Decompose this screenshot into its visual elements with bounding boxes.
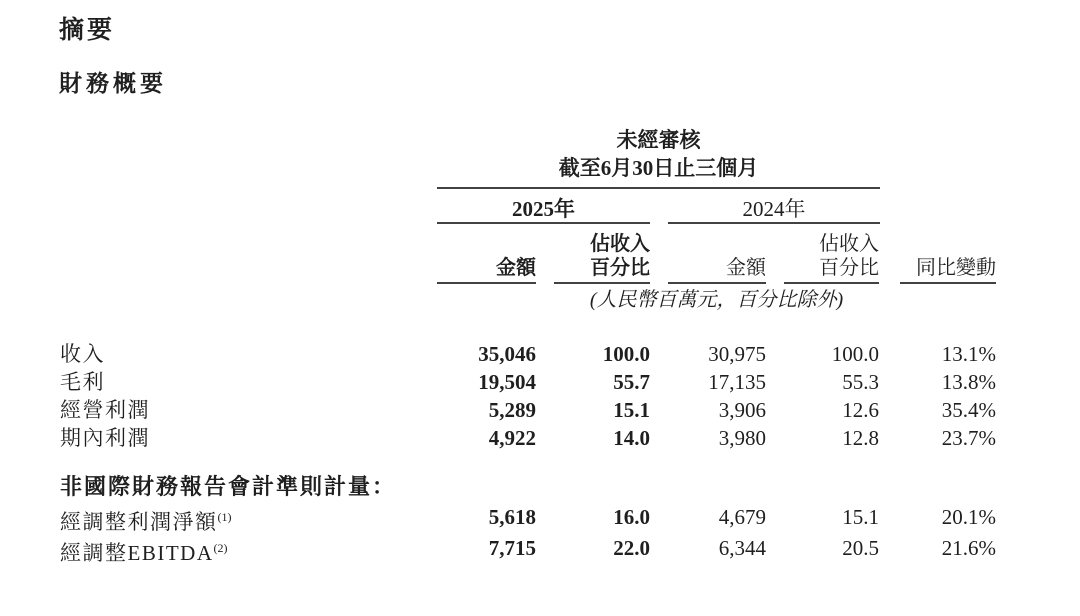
col-header-2024-pct-line1: 佔收入	[819, 233, 879, 255]
row-label: 經營利潤	[60, 398, 150, 422]
column-group-2024: 2024年	[742, 197, 806, 221]
row-label-text: 經調整EBITDA	[60, 541, 214, 565]
table-row-operating-profit	[0, 396, 1080, 424]
col-header-2025-pct-line1: 佔收入	[590, 233, 650, 255]
rule-under-2024	[668, 222, 880, 224]
cell-2024-pct: 20.5	[842, 536, 879, 560]
cell-2024-amount: 4,679	[718, 505, 766, 529]
cell-yoy: 20.1%	[941, 505, 996, 529]
cell-2025-amount: 5,289	[488, 398, 536, 422]
row-label-text: 經調整利潤淨額	[60, 510, 218, 534]
table-row-adjusted-net-profit	[0, 503, 1080, 534]
rule-under-2025	[437, 222, 650, 224]
cell-2024-amount: 30,975	[708, 342, 766, 366]
row-label	[60, 534, 228, 567]
cell-2024-amount: 17,135	[708, 370, 766, 394]
rule-col-2025-amount	[437, 282, 536, 284]
cell-2025-pct: 22.0	[613, 536, 650, 560]
cell-2024-pct: 15.1	[842, 505, 879, 529]
cell-2025-pct: 100.0	[602, 342, 650, 366]
cell-2024-pct: 12.8	[842, 426, 879, 450]
row-label: 收入	[60, 342, 105, 366]
footnote-marker: (2)	[213, 541, 228, 555]
period-label: 截至6月30日止三個月	[558, 156, 759, 180]
cell-2025-amount: 35,046	[478, 342, 536, 366]
cell-2025-pct: 14.0	[613, 426, 650, 450]
cell-2025-amount: 7,715	[488, 536, 536, 560]
cell-yoy: 23.7%	[941, 426, 996, 450]
row-label: 毛利	[60, 370, 105, 394]
rule-col-2024-pct	[784, 282, 879, 284]
cell-2024-amount: 6,344	[718, 536, 766, 560]
cell-2024-pct: 55.3	[842, 370, 879, 394]
cell-yoy: 13.1%	[941, 342, 996, 366]
cell-2024-amount: 3,906	[718, 398, 766, 422]
row-label	[60, 503, 232, 536]
col-header-2025-pct-line2: 百分比	[590, 257, 650, 279]
cell-2025-amount: 5,618	[488, 505, 536, 529]
section-title-financial-overview: 財務概要	[59, 70, 167, 96]
rule-col-2024-amount	[668, 282, 766, 284]
footnote-marker: (1)	[217, 510, 232, 524]
cell-yoy: 35.4%	[941, 398, 996, 422]
currency-unit-note: (人民幣百萬元，百分比除外)	[589, 289, 844, 311]
cell-2025-pct: 16.0	[613, 505, 650, 529]
table-row-profit-for-period	[0, 424, 1080, 452]
rule-col-2025-pct	[554, 282, 650, 284]
col-header-2025-amount: 金額	[496, 257, 536, 279]
column-group-2025: 2025年	[512, 197, 575, 221]
rule-under-period	[437, 187, 880, 189]
rule-col-yoy	[900, 282, 996, 284]
cell-2024-pct: 12.6	[842, 398, 879, 422]
table-header-unaudited-block	[437, 126, 880, 182]
table-row-revenue	[0, 340, 1080, 368]
page-title-summary: 摘要	[59, 16, 116, 44]
cell-2025-amount: 19,504	[478, 370, 536, 394]
non-ifrs-measures-heading: 非國際財務報告會計準則計量：	[60, 474, 397, 499]
row-label: 期內利潤	[60, 426, 150, 450]
unaudited-label: 未經審核	[616, 128, 701, 152]
cell-2025-pct: 55.7	[613, 370, 650, 394]
cell-2024-pct: 100.0	[831, 342, 879, 366]
cell-2024-amount: 3,980	[718, 426, 766, 450]
col-header-2024-amount: 金額	[726, 257, 766, 279]
col-header-2024-pct-line2: 百分比	[819, 257, 879, 279]
cell-2025-amount: 4,922	[488, 426, 536, 450]
cell-yoy: 13.8%	[941, 370, 996, 394]
col-header-yoy-change: 同比變動	[916, 257, 996, 279]
table-row-adjusted-ebitda	[0, 534, 1080, 565]
cell-2025-pct: 15.1	[613, 398, 650, 422]
cell-yoy: 21.6%	[941, 536, 996, 560]
table-row-gross-profit	[0, 368, 1080, 396]
